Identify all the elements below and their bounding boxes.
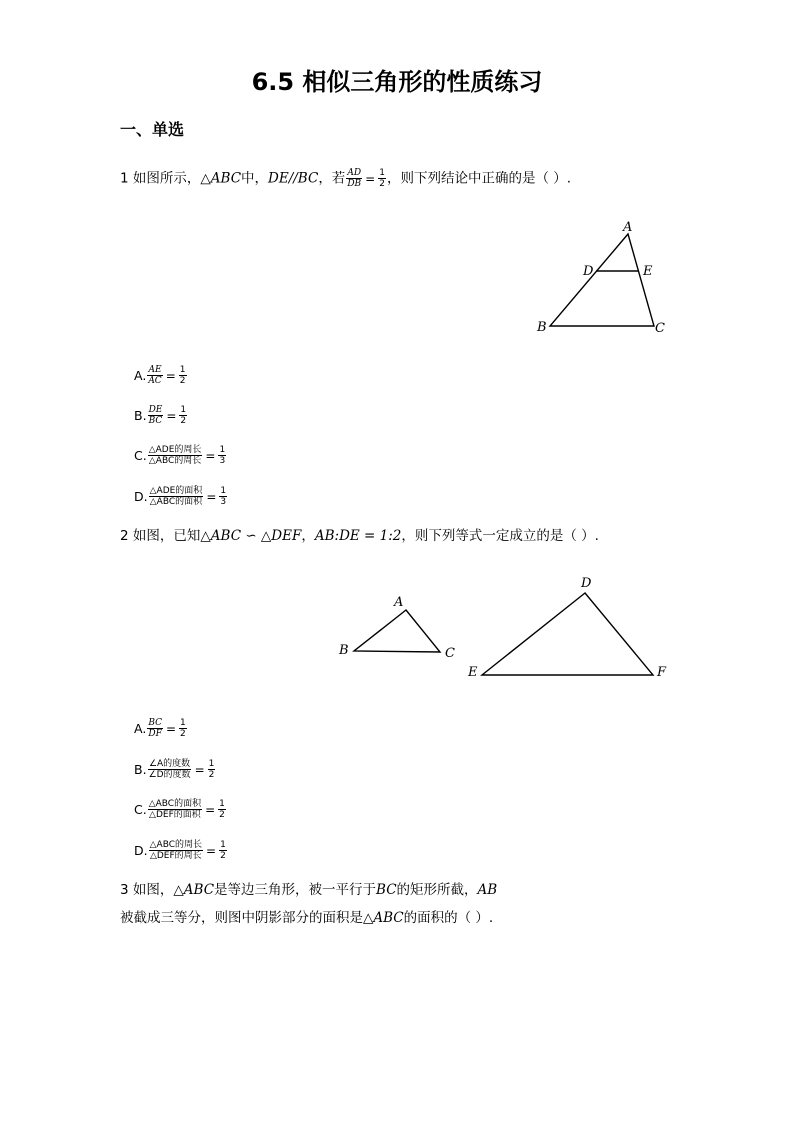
- question-2: 2 如图，已知△ABC ∽ △DEF，AB:DE = 1:2，则下列等式一定成立的是（ ）.: [120, 528, 599, 544]
- question-1: 1 如图所示，△ABC中，DE//BC，若 $\frac{AD}{DB}$ = $\frac{1}{2}$ ，则下列结论中正确的是（ ）.: [120, 168, 572, 189]
- q2-figure: [330, 572, 680, 684]
- label-a: A: [394, 595, 404, 610]
- q1-option-c[interactable]: C. $\frac{\text{△ADE的周长}}{\text{△ABC的周长}}$ = $\frac{1}{3}$: [134, 445, 226, 466]
- q2-option-d[interactable]: D. $\frac{\text{△ABC的周长}}{\text{△DEF的周长}}$ = $\frac{1}{2}$: [134, 840, 226, 861]
- q1-option-d[interactable]: D. $\frac{\text{△ADE的面积}}{\text{△ABC的面积}}$ = $\frac{1}{3}$: [134, 486, 227, 507]
- q2-option-c[interactable]: C. $\frac{\text{△ABC的面积}}{\text{△DEF的面积}}$ = $\frac{1}{2}$: [134, 799, 225, 820]
- q2-option-a[interactable]: A. $\frac{BC}{DF}$ = $\frac{1}{2}$: [134, 718, 186, 739]
- label-a: A: [623, 220, 633, 235]
- label-b: B: [537, 320, 547, 335]
- question-3: 3 如图，△ABC是等边三角形，被一平行于BC的矩形所截，AB: [120, 882, 498, 898]
- label-c: C: [445, 646, 455, 661]
- q2-option-b[interactable]: B. $\frac{\text{∠A的度数}}{\text{∠D的度数}}$ = $\frac{1}{2}$: [134, 759, 215, 780]
- label-e: E: [468, 665, 478, 680]
- label-b: B: [339, 643, 349, 658]
- label-d: D: [581, 576, 592, 591]
- q3-number: 3: [120, 882, 129, 898]
- q1-figure: [530, 215, 680, 340]
- label-e: E: [643, 264, 653, 279]
- label-d: D: [583, 264, 594, 279]
- q2-number: 2: [120, 528, 129, 544]
- q1-option-a[interactable]: A. $\frac{AE}{AC}$ = $\frac{1}{2}$: [134, 365, 186, 386]
- section-heading: 一、单选: [120, 120, 185, 139]
- q1-option-b[interactable]: B. $\frac{DE}{BC}$ = $\frac{1}{2}$: [134, 405, 187, 426]
- label-c: C: [655, 321, 665, 336]
- triangle-abc: [550, 234, 654, 326]
- triangle-def: [482, 593, 653, 675]
- label-f: F: [657, 665, 667, 680]
- page-title: 6.5 相似三角形的性质练习: [251, 68, 543, 96]
- q1-number: 1: [120, 170, 129, 187]
- question-3-line-2: 被截成三等分，则图中阴影部分的面积是△ABC的面积的（ ）.: [120, 910, 494, 926]
- triangle-abc: [354, 610, 440, 652]
